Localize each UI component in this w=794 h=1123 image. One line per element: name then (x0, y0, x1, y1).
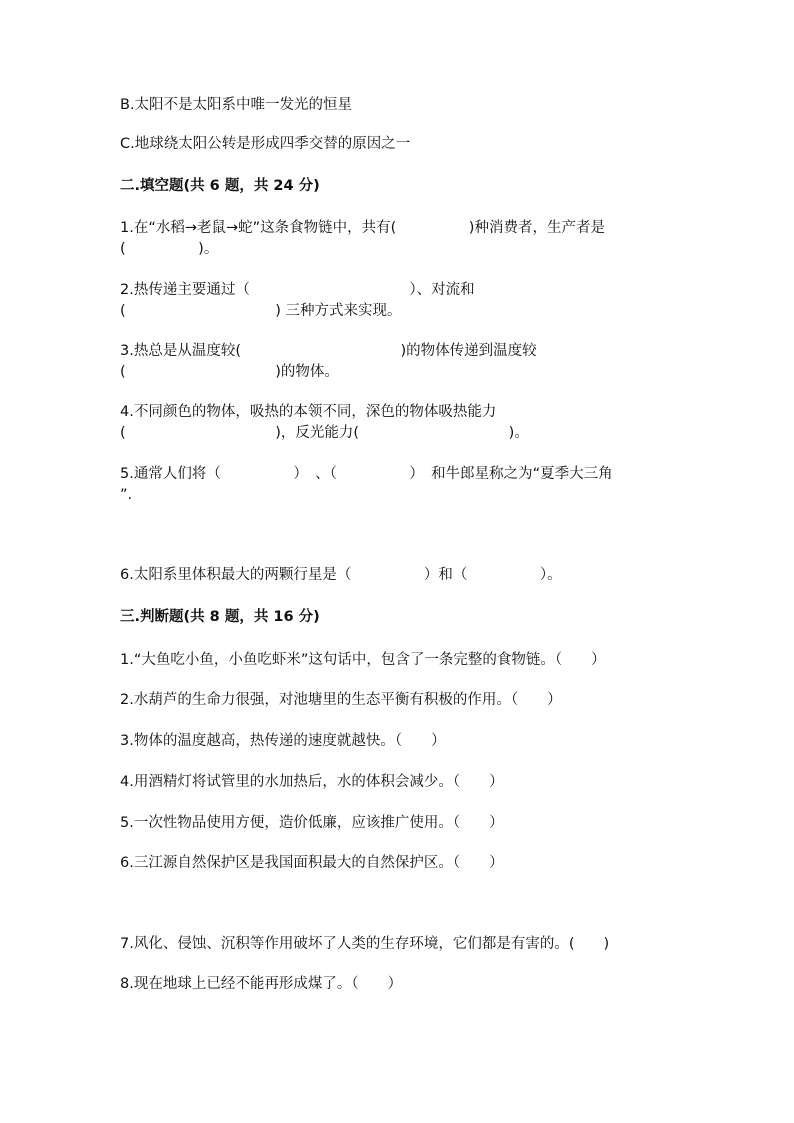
judge-q5: 5.一次性物品使用方便，造价低廉，应该推广使用。（ ） (120, 815, 504, 831)
option-b: B.太阳不是太阳系中唯一发光的恒星 (120, 97, 353, 113)
judge-q3: 3.物体的温度越高，热传递的速度就越快。（ ） (120, 733, 446, 749)
fill-q6: 6.太阳系里体积最大的两颗行星是（ ）和（ ）。 (120, 567, 562, 583)
fill-q3-line2: ( )的物体。 (120, 364, 339, 380)
section-2-heading: 二.填空题(共 6 题，共 24 分) (120, 178, 320, 194)
fill-q3-line1: 3.热总是从温度较( )的物体传递到温度较 (120, 343, 537, 359)
judge-q1: 1.“大鱼吃小鱼，小鱼吃虾米”这句话中，包含了一条完整的食物链。（ ） (120, 652, 606, 668)
fill-q1-line1: 1.在“水稻→老鼠→蛇”这条食物链中，共有( )种消费者，生产者是 (120, 220, 605, 236)
fill-q5-line1: 5.通常人们将（ ） 、（ ） 和牛郎星称之为“夏季大三角 (120, 466, 613, 482)
fill-q5-line2: ”. (120, 487, 133, 503)
fill-q1-line2: ( )。 (120, 241, 219, 257)
judge-q8: 8.现在地球上已经不能再形成煤了。（ ） (120, 976, 403, 992)
section-3-heading: 三.判断题(共 8 题，共 16 分) (120, 609, 320, 625)
option-c: C.地球绕太阳公转是形成四季交替的原因之一 (120, 136, 411, 152)
fill-q2-line1: 2.热传递主要通过（ ）、对流和 (120, 282, 475, 298)
fill-q4-line2: ( )，反光能力( )。 (120, 425, 529, 441)
judge-q7: 7.风化、侵蚀、沉积等作用破坏了人类的生存环境，它们都是有害的。( ) (120, 936, 610, 952)
judge-q2: 2.水葫芦的生命力很强，对池塘里的生态平衡有积极的作用。（ ） (120, 692, 562, 708)
fill-q4-line1: 4.不同颜色的物体，吸热的本领不同，深色的物体吸热能力 (120, 404, 497, 420)
judge-q4: 4.用酒精灯将试管里的水加热后，水的体积会减少。（ ） (120, 774, 504, 790)
judge-q6: 6.三江源自然保护区是我国面积最大的自然保护区。（ ） (120, 855, 504, 871)
fill-q2-line2: ( ) 三种方式来实现。 (120, 303, 402, 319)
